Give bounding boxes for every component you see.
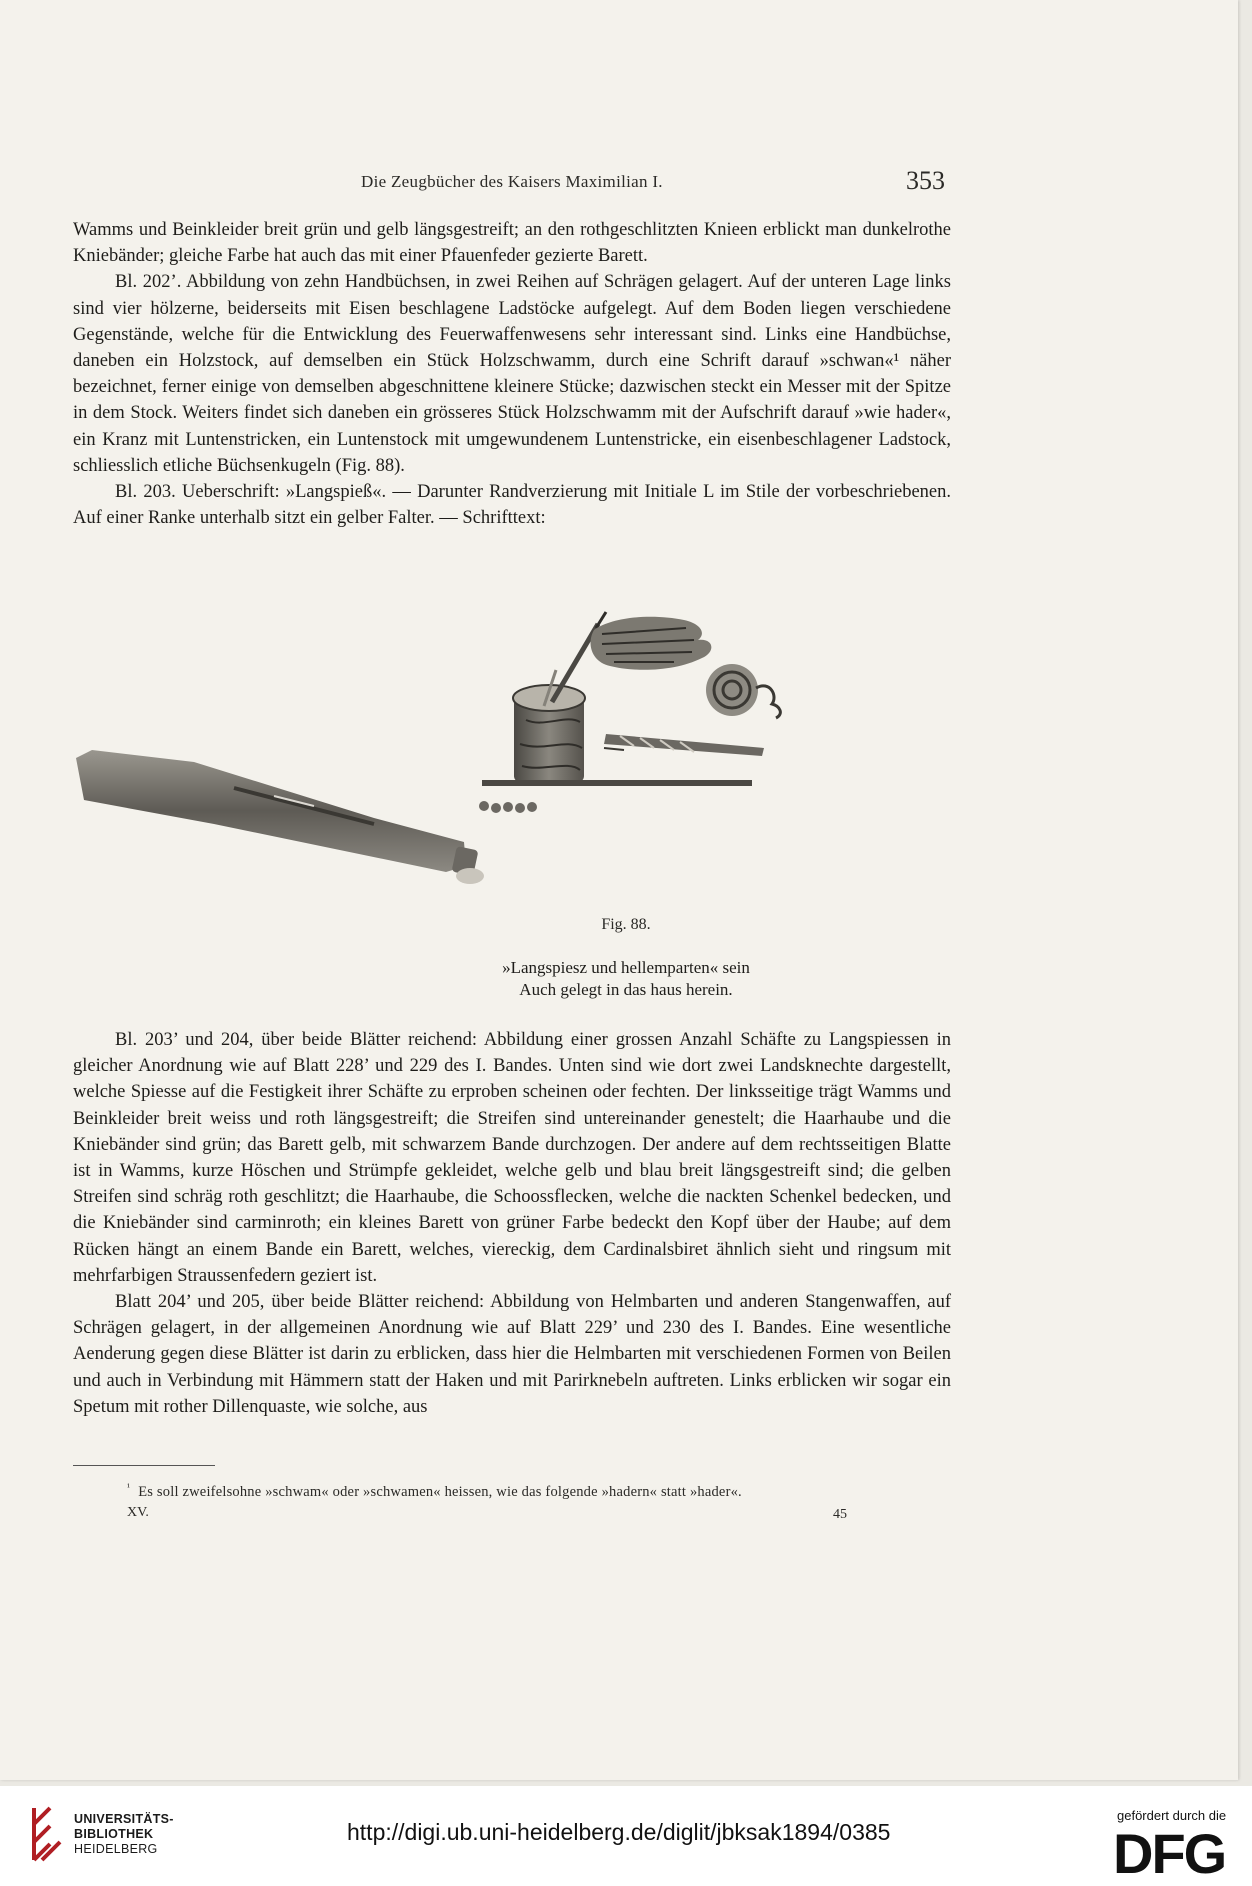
permalink-url[interactable]: http://digi.ub.uni-heidelberg.de/diglit/jbksak1894/0385 bbox=[347, 1819, 891, 1845]
text-block-top bbox=[73, 217, 951, 531]
page-number: 353 bbox=[906, 166, 945, 195]
handgun-drawing bbox=[76, 750, 484, 884]
signature-mark: XV. bbox=[127, 1505, 149, 1520]
linstock-drawing bbox=[604, 734, 764, 756]
library-name-line3: HEIDELBERG bbox=[74, 1842, 158, 1856]
ramrod-drawing bbox=[482, 780, 752, 786]
sheet-number: 45 bbox=[833, 1507, 847, 1522]
bullets-drawing bbox=[479, 801, 537, 813]
figure-caption: Fig. 88. bbox=[601, 916, 651, 933]
verse bbox=[0, 957, 1252, 1001]
paragraph: Bl. 203’ und 204, über beide Blätter reichend: Abbildung einer grossen Anzahl Schäfte zu Langspiessen in gleicher Anordnung wie auf Blatt 228’ und 229 des I. Bandes. Unten sind wie dort zwei Landsknechte dargestellt, welche Spiesse auf die Festigkeit ihrer Schäfte zu erproben scheinen oder fechten. Der linksseitige trägt Wamms und Beinkleider breit weiss und roth längsgestreift; die Streifen sind untereinander genestelt; die Haarhaube und die Kniebänder sind grün; das Barett gelb, mit schwarzem Bande durchzogen. Der andere auf dem rechtsseitigen Blatte ist in Wamms, kurze Höschen und Strümpfe gekleidet, welche gelb und blau breit längsgestreift sind; die gelben Streifen sind schräg roth geschlitzt; die Haarhaube, die Schoossflecken, welche die nackten Schenkel bedecken, und die Kniebänder sind carminroth; ein kleines Barett von grüner Farbe bedeckt den Kopf über der Haube; auf dem Rücken hängt an einem Bande ein Barett, welches, viereckig, dem Cardinalsbiret ähnlich sieht und ringsum mit mehrfarbigen Straussenfedern geziert ist. bbox=[73, 1030, 951, 1286]
paragraph: Wamms und Beinkleider breit grün und gelb längsgestreift; an den rothgeschlitzten Knieen erblickt man dunkelrothe Kniebänder; gleiche Farbe hat auch das mit einer Pfauenfeder gezierte Barett. bbox=[73, 220, 951, 267]
footnote-text: Es soll zweifelsohne »schwam« oder »schwamen« heissen, wie das folgende »hadern« statt »hader«. bbox=[138, 1483, 742, 1500]
match-cord-coil-drawing bbox=[706, 664, 780, 718]
running-title: Die Zeugbücher des Kaisers Maximilian I. bbox=[361, 172, 663, 191]
funded-by-label: gefördert durch die bbox=[1117, 1808, 1227, 1823]
library-name-line2: BIBLIOTHEK bbox=[74, 1827, 154, 1841]
paragraph: Bl. 202’. Abbildung von zehn Handbüchsen, in zwei Reihen auf Schrägen gelagert. Auf der unteren Lage links sind vier hölzerne, beiderseits mit Eisen beschlagene Ladstöcke aufgelegt. Auf dem Boden liegen verschiedene Gegenstände, welche für die Entwicklung des Feuerwaffenwesens sehr interessant sind. Links eine Handbüchse, daneben ein Holzstock, auf demselben ein Stück Holzschwamm, durch eine Schrift darauf »schwan«¹ näher bezeichnet, ferner einige von demselben abgeschnittene kleinere Stücke; dazwischen steckt ein Messer mit der Spitze in dem Stock. Weiters findet sich daneben ein grösseres Stück Holzschwamm mit der Aufschrift darauf »wie hader«, ein Kranz mit Luntenstricken, ein Luntenstock mit umgewundenem Luntenstricke, ein eisenbeschlagener Ladstock, schliesslich etliche Büchsenkugeln (Fig. 88). bbox=[73, 272, 951, 476]
paragraph: Bl. 203. Ueberschrift: »Langspieß«. — Darunter Randverzierung mit Initiale L im Stile der vorbeschriebenen. Auf einer Ranke unterhalb sitzt ein gelber Falter. — Schrifttext: bbox=[73, 482, 951, 529]
footnote-rule bbox=[73, 1465, 215, 1466]
footnote-marker: ¹ bbox=[127, 1482, 131, 1493]
text-block-bottom bbox=[73, 1027, 951, 1420]
university-library-logo-icon[interactable] bbox=[30, 1806, 66, 1862]
library-name-line1: UNIVERSITÄTS- bbox=[74, 1812, 174, 1826]
dfg-logo[interactable]: DFG bbox=[1113, 1822, 1226, 1885]
figure-88-illustration bbox=[74, 610, 954, 900]
running-header bbox=[0, 166, 1252, 212]
footnote bbox=[127, 1482, 742, 1501]
verse-line: »Langspiesz und hellemparten« sein bbox=[502, 958, 750, 977]
fungus-drawing bbox=[591, 617, 712, 670]
paragraph: Blatt 204’ und 205, über beide Blätter reichend: Abbildung von Helmbarten und anderen Stangenwaffen, auf Schrägen gelagert, in der allgemeinen Anordnung wie auf Blatt 229’ und 230 des I. Bandes. Eine wesentliche Aenderung gegen diese Blätter ist darin zu erblicken, dass hier die Helmbarten mit verschiedenen Formen von Beilen und auch in Verbindung mit Hämmern statt der Haken und mit Parirknebeln auftreten. Links erblicken wir sogar ein Spetum mit rother Dillenquaste, wie solche, aus bbox=[73, 1292, 951, 1417]
verse-line: Auch gelegt in das haus herein. bbox=[519, 980, 733, 999]
